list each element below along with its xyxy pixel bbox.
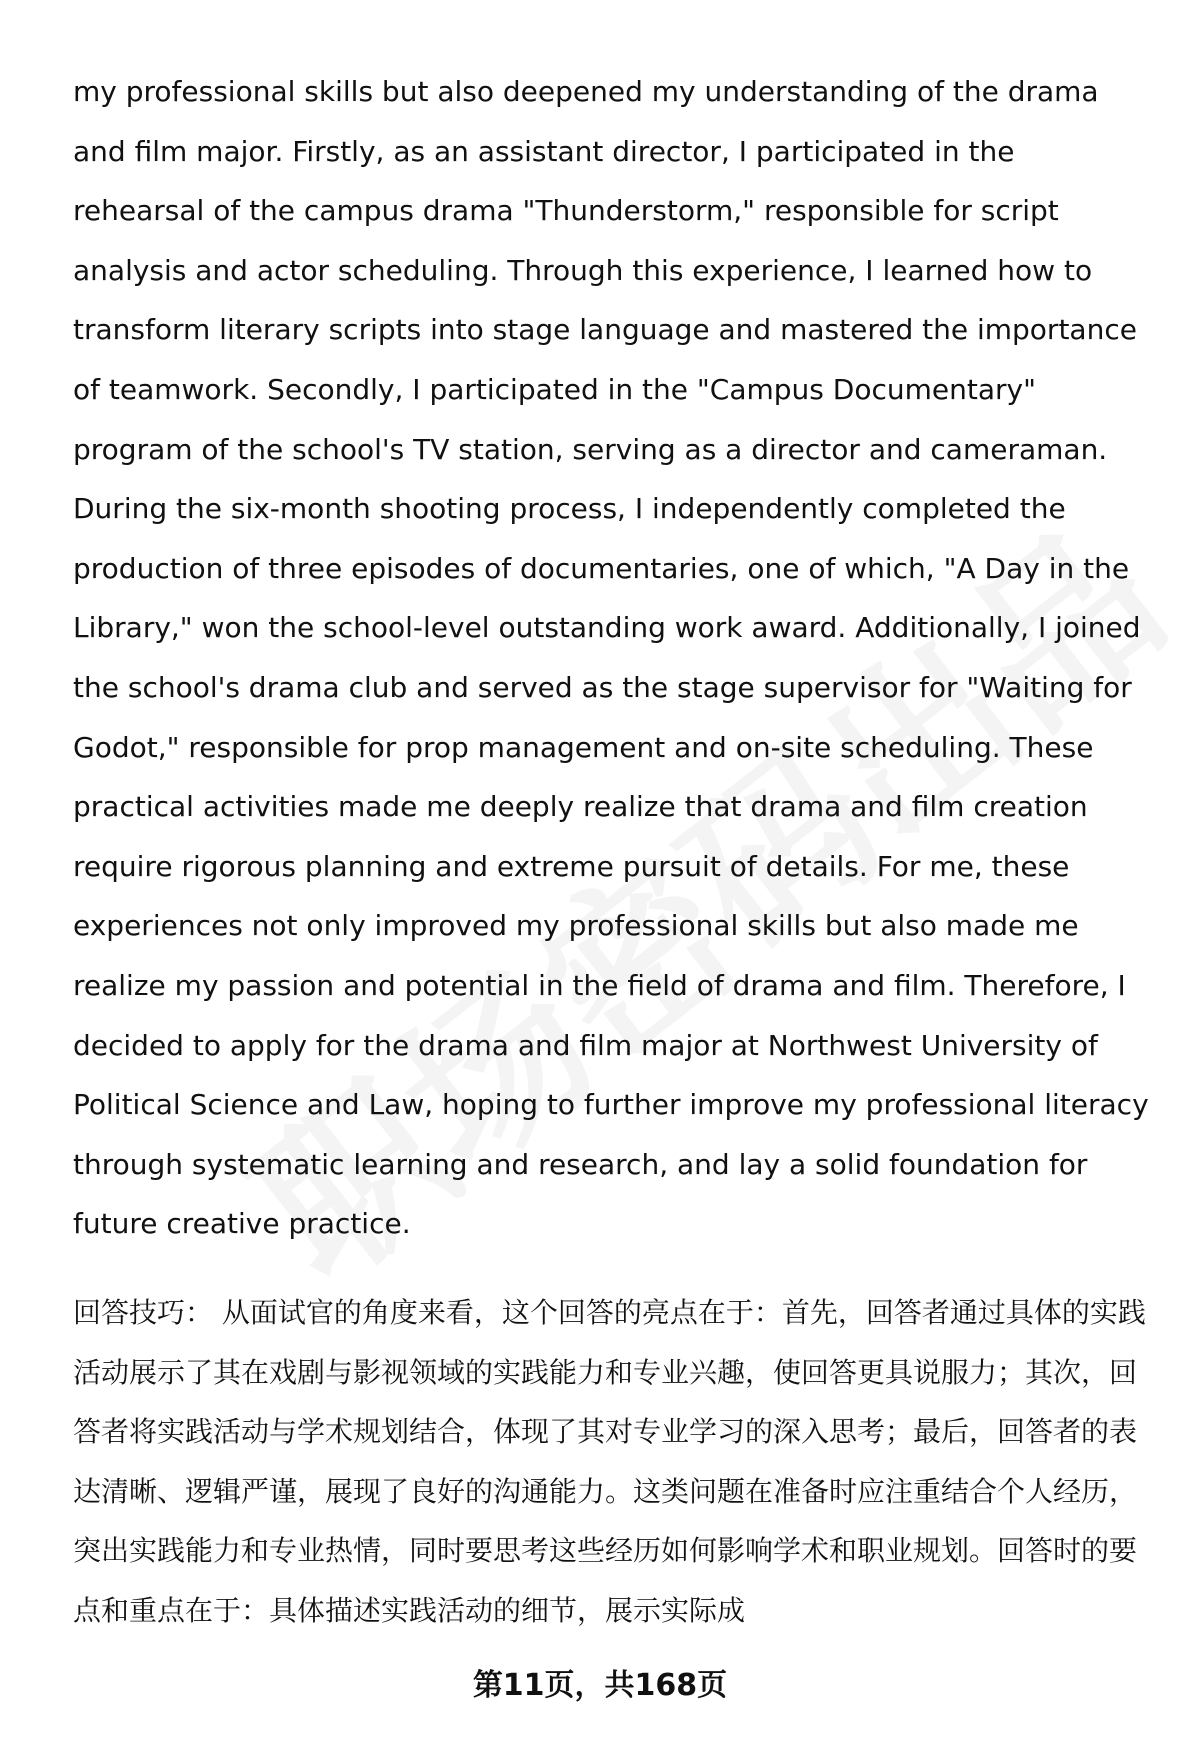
tips-paragraph: 回答技巧： 从面试官的角度来看，这个回答的亮点在于：首先，回答者通过具体的实践活动展示了其在戏剧与影视领域的实践能力和专业兴趣，使回答更具说服力；其次，回答者将实践活动与学术规划结合，体现了其对专业学习的深入思考；最后，回答者的表达清晰、逻辑严谨，展现了良好的沟通能力。这类问题在准备时应注重结合个人经历，突出实践能力和专业热情，同时要思考这些经历如何影响学术和职业规划。回答时的要点和重点在于：具体描述实践活动的细节，展示实际成: [73, 1296, 1146, 1627]
body-paragraph: my professional skills but also deepened my understanding of the drama and film major. Firstly, as an assistant director, I participated in the rehearsal of the campus drama "Thunderstorm," responsible for script analysis and actor scheduling. Through this experience, I learned how to transform literary scripts into stage language and mastered the importance of teamwork. Secondly, I participated in the "Campus Documentary" program of the school's TV station, serving as a director and cameraman. During the six-month shooting process, I independently completed the production of three episodes of documentaries, one of which, "A Day in the Library," won the school-level outstanding work award. Additionally, I joined the school's drama club and served as the stage supervisor for "Waiting for Godot," responsible for prop management and on-site scheduling. These practical activities made me deeply realize that drama and film creation require rigorous planning and extreme pursuit of details. For me, these experiences not only improved my professional skills but also made me realize my passion and potential in the field of drama and film. Therefore, I decided to apply for the drama and film major at Northwest University of Political Science and Law, hoping to further improve my professional literacy through systematic learning and research, and lay a solid foundation for future creative practice.: [73, 75, 1149, 1241]
page-number-footer: 第11页，共168页: [472, 1668, 728, 1703]
